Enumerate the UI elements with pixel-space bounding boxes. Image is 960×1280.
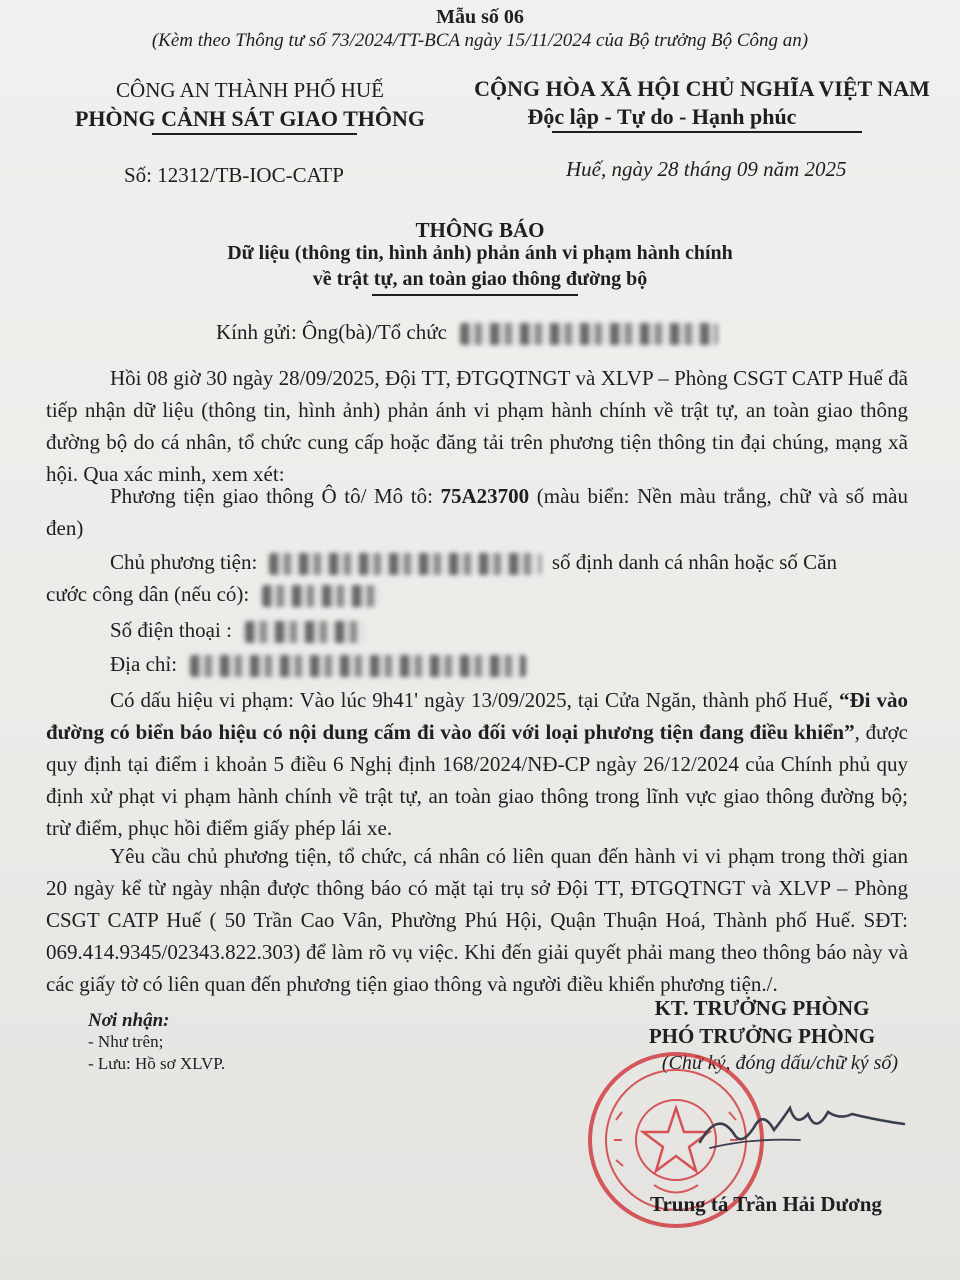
vehicle-prefix: Phương tiện giao thông Ô tô/ Mô tô: [110, 484, 441, 508]
recipients-item1: - Như trên; [88, 1032, 164, 1051]
address-line [110, 648, 526, 680]
paragraph-receipt: Hồi 08 giờ 30 ngày 28/09/2025, Đội TT, ĐTGQTNGT và XLVP – Phòng CSGT CATP Huế đã tiếp nhận dữ liệu (thông tin, hình ảnh) phản ánh vi phạm hành chính về trật tự, an toàn giao thông đường bộ do cá nhân, tổ chức cung cấp hoặc đăng tải trên phương tiện thông tin đại chúng, mạng xã hội. Qua xác minh, xem xét: [46, 366, 908, 486]
title-sub2: về trật tự, an toàn giao thông đường bộ [312, 268, 648, 290]
phone-line [110, 614, 365, 646]
request-paragraph: Yêu cầu chủ phương tiện, tổ chức, cá nhân có liên quan đến hành vi vi phạm trong thời gian 20 ngày kể từ ngày nhận được thông báo có mặt tại trụ sở Đội TT, ĐTGQTNGT và XLVP – Phòng CSGT CATP Huế ( 50 Trần Cao Vân, Phường Phú Hội, Quận Thuận Hoá, Thành phố Huế. SĐT: 069.414.9345/02343.822.303) để làm rõ vụ việc. Khi đến giải quyết phải mang theo thông báo này và các giấy tờ có liên quan đến phương tiện giao thông và người điều khiển phương tiện./. [46, 844, 908, 996]
violation-paragraph [46, 684, 908, 844]
recipients-item2: - Lưu: Hồ sơ XLVP. [88, 1054, 226, 1073]
place-date: Huế, ngày 28 tháng 09 năm 2025 [566, 157, 847, 181]
agency-line2: PHÒNG CẢNH SÁT GIAO THÔNG [74, 106, 425, 131]
redacted-owner [269, 553, 541, 575]
signer-name: Trung tá Trần Hải Dương [650, 1192, 882, 1216]
phone-label: Số điện thoại : [110, 618, 232, 642]
address-label: Địa chỉ: [110, 652, 178, 676]
title-underline [372, 294, 578, 296]
vehicle-paragraph [46, 480, 908, 544]
nation-underline [552, 131, 862, 133]
violation-legal-basis: , được quy định tại điểm i khoản 5 điều 6 Nghị định 168/2024/NĐ-CP ngày 26/12/2024 của Chính phủ quy định xử phạt vi phạm hành chính về trật tự, an toàn giao thông trong lĩnh vực giao thông đường bộ; trừ điểm, phục hồi điểm giấy phép lái xe. [46, 720, 908, 840]
owner-line [110, 546, 837, 578]
attachment-note: (Kèm theo Thông tư số 73/2024/TT-BCA ngày 15/11/2024 của Bộ trưởng Bộ Công an) [151, 30, 809, 51]
signature-line1: KT. TRƯỞNG PHÒNG [654, 996, 870, 1020]
recipients-label: Nơi nhận: [88, 1010, 170, 1031]
redacted-phone [245, 621, 365, 643]
violation-intro: Có dấu hiệu vi phạm: Vào lúc 9h41' ngày 13/09/2025, tại Cửa Ngăn, thành phố Huế, [110, 688, 833, 712]
title-main: THÔNG BÁO [415, 218, 545, 242]
owner-label: Chủ phương tiện: [110, 550, 258, 574]
nation-line2: Độc lập - Tự do - Hạnh phúc [527, 104, 797, 129]
signature-line2: PHÓ TRƯỞNG PHÒNG [648, 1024, 876, 1048]
violation-description: “Đi vào đường có biển báo hiệu có nội dung cấm đi vào đối với loại phương tiện đang điều khiển” [46, 688, 909, 744]
title-sub1: Dữ liệu (thông tin, hình ảnh) phản ánh vi phạm hành chính [227, 242, 733, 264]
nation-line1: CỘNG HÒA XÃ HỘI CHỦ NGHĨA VIỆT NAM [474, 76, 930, 101]
owner-id-line [46, 578, 380, 610]
vehicle-suffix: (màu biển: Nền màu trắng, chữ và số màu đen) [46, 484, 908, 540]
redacted-recipient [460, 323, 718, 345]
redacted-address [190, 655, 526, 677]
doc-number: Số: 12312/TB-IOC-CATP [124, 163, 344, 187]
owner-id-text: số định danh cá nhân hoặc số Căn [551, 550, 838, 574]
recipient-line [216, 316, 718, 348]
vehicle-plate: 75A23700 [440, 484, 530, 508]
owner-id-label: cước công dân (nếu có): [46, 582, 250, 606]
agency-line1: CÔNG AN THÀNH PHỐ HUẾ [116, 78, 384, 102]
agency-underline [152, 133, 357, 135]
redacted-id [262, 585, 380, 607]
handwritten-signature-icon [690, 1090, 910, 1170]
form-number: Mẫu số 06 [436, 6, 524, 28]
recipient-label: Kính gửi: Ông(bà)/Tổ chức [216, 320, 447, 344]
signature-note: (Chữ ký, đóng dấu/chữ ký số) [661, 1052, 899, 1074]
